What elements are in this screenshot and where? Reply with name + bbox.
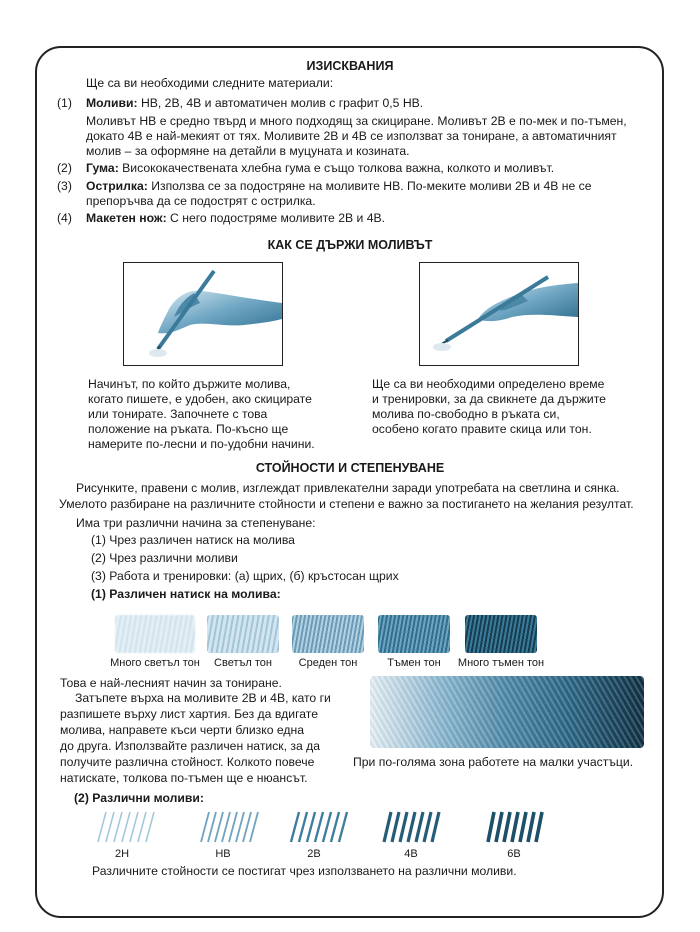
tone-label: Среден тон [298, 657, 358, 669]
way-item: (3) Работа и тренировки: (а) щрих, (б) кръстосан щрих [91, 569, 399, 583]
tone-label: Много тъмен тон [457, 657, 545, 669]
left-caption-line: Начинът, по който държите молива, [88, 377, 291, 391]
pencil-2h-strokes [92, 808, 162, 844]
ways-intro: Има три различни начина за степенуване: [76, 516, 316, 530]
left-caption-line: положение на ръката. По-късно ще [88, 422, 289, 436]
values-intro-line: Умелото разбиране на различните стойности и степени е важно за постигането на желания резултат. [59, 497, 634, 511]
sharpener-note: препоръчва да се подострят с острилка. [86, 194, 316, 208]
requirement-pencils: Моливи: HB, 2B, 4B и автоматичен молив с графит 0,5 HB. [86, 96, 424, 110]
way-item: (1) Чрез различен натиск на молива [91, 533, 295, 547]
hand-relaxed-grip-image [419, 262, 579, 366]
right-caption-line: молива по-свободно в ръката си, [372, 407, 560, 421]
very-dark-tone-swatch [465, 615, 537, 653]
item-number: (1) [57, 96, 72, 110]
pencil-6b-strokes [482, 808, 552, 844]
large-area-gradient [370, 676, 644, 748]
hand-writing-grip-image [123, 262, 283, 366]
pencil-hb-strokes [195, 808, 265, 844]
dark-tone-swatch [378, 615, 450, 653]
right-caption-line: особено когато правите скица или тон. [372, 422, 592, 436]
pressure-text-line: разпишете върху лист хартия. Без да вдигате [60, 707, 318, 721]
pencil-grade-label: 6B [507, 848, 521, 860]
pressure-title: (1) Различен натиск на молива: [91, 587, 281, 601]
pencil-grade-label: 2B [307, 848, 321, 860]
pressure-text-line: натискате, толкова по-тъмен ще е нюансът. [60, 771, 308, 785]
large-area-caption: При по-голяма зона работете на малки участъци. [353, 755, 634, 769]
very-light-tone-swatch [115, 615, 195, 653]
right-caption-line: Ще са ви необходими определено време [372, 377, 605, 391]
item-number: (4) [57, 211, 72, 225]
requirements-title: ИЗИСКВАНИЯ [306, 59, 394, 73]
tone-label: Светъл тон [214, 657, 272, 669]
pencil-note-line: Моливът HB е средно твърд и много подходящ за скициране. Моливът 2B е по-мек и по-тъмен, [86, 114, 627, 128]
left-caption-line: когато пишете, е удобен, ако скицирате [88, 392, 312, 406]
medium-tone-swatch [292, 615, 364, 653]
requirement-eraser: Гума: Висококачествената хлебна гума е също толкова важна, колкото и моливът. [86, 161, 555, 175]
values-title: СТОЙНОСТИ И СТЕПЕНУВАНЕ [255, 461, 445, 475]
pencil-note-line: молив – за оформяне на детайли в муцуната и козината. [86, 144, 410, 158]
item-number: (2) [57, 161, 72, 175]
left-caption-line: или тонирате. Започнете с това [88, 407, 268, 421]
pencil-grade-label: HB [215, 848, 231, 860]
pressure-text-line: до друга. Използвайте различен натиск, за да [60, 739, 321, 753]
requirement-sharpener: Острилка: Използва се за подостряне на моливите HB. По-меките моливи 2B и 4B не се [86, 179, 592, 193]
easiest-note: Това е най-лесният начин за тониране. [60, 676, 282, 690]
pressure-text-line: Затъпете върха на моливите 2B и 4B, като ги [75, 691, 331, 705]
pencil-grade-label: 4B [404, 848, 418, 860]
pressure-text-line: получите различна стойност. Колкото повече [60, 755, 315, 769]
requirement-knife: Макетен нож: С него подостряме моливите 2B и 4B. [86, 211, 386, 225]
values-intro-line: Рисунките, правени с молив, изглеждат привлекателни заради употребата на светлина и сянка. [76, 481, 620, 495]
right-caption-line: и тренировки, за да свикнете да държите [372, 392, 606, 406]
pencil-note-line: докато 4B е най-мекият от тях. Моливите 2B и 4B се използват за тониране, а автоматичният [86, 129, 617, 143]
pressure-text-line: молива, направете къси черти близко една [60, 723, 305, 737]
item-number: (3) [57, 179, 72, 193]
pencils-caption: Различните стойности се постигат чрез използването на различни моливи. [92, 864, 517, 878]
requirements-intro: Ще са ви необходими следните материали: [86, 76, 334, 90]
pencil-grade-label: 2H [114, 848, 130, 860]
tone-label: Тъмен тон [387, 657, 441, 669]
pencils-title: (2) Различни моливи: [74, 791, 204, 805]
way-item: (2) Чрез различни моливи [91, 551, 238, 565]
pencil-4b-strokes [378, 808, 448, 844]
left-caption-line: намерите по-лесни и по-удобни начини. [88, 437, 315, 451]
pencil-2b-strokes [285, 808, 355, 844]
tone-label: Много светъл тон [110, 657, 200, 669]
light-tone-swatch [207, 615, 279, 653]
holding-title: КАК СЕ ДЪРЖИ МОЛИВЪТ [267, 238, 433, 252]
